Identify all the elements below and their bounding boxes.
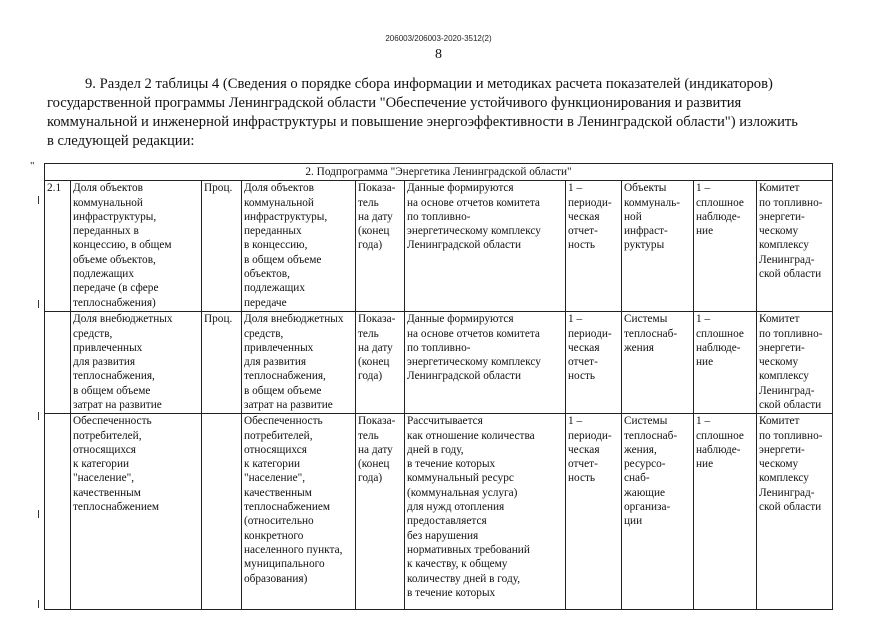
cell-line: нормативных требований [407,543,530,556]
responsible-cell [757,312,833,414]
cell-line: потребителей, [73,429,142,442]
cell-line: года) [358,472,383,485]
cell-line: муниципального [244,558,325,571]
cell-line: (конец [358,458,390,471]
indicator-name-cell [71,414,202,610]
table-row [45,181,833,312]
cell-line: жения, [624,443,657,456]
cell-line: Объекты [624,182,667,195]
coverage-cell [694,312,757,414]
cell-line: теплоснаб- [624,429,678,442]
document-id: 206003/206003-2020-3512(2) [385,34,492,43]
page-number: 8 [435,47,442,62]
page-bottom-margin [0,612,877,640]
cell-line: переданных в [73,225,139,238]
cell-line: Ленинград- [759,253,815,266]
indicator-type-cell [356,181,405,312]
cell-line: "население", [73,472,135,485]
cell-line: 1 – [568,182,583,195]
cell-line: передаче (в сфере [73,282,159,295]
cell-line: периоди- [568,327,612,340]
cell-line: сплошное [696,327,744,340]
cell-line: Доля объектов [244,182,314,195]
cell-line: 1 – [568,313,583,326]
cell-line: для развития [244,356,307,369]
cell-line: 1 – [696,415,711,428]
cell-line: в течение которых [407,586,496,599]
cell-line: затрат на развитие [73,399,162,412]
cell-line: Данные формируются [407,182,514,195]
definition-cell [242,312,356,414]
cell-line: коммунальной [73,196,143,209]
intro-line: в следующей редакции: [47,133,195,149]
cell-line: затрат на развитие [244,399,333,412]
cell-line: Системы [624,415,668,428]
margin-tick [38,300,39,308]
cell-line: на основе отчетов комитета [407,196,540,209]
cell-line: ние [696,225,714,238]
cell-line: по топливно- [407,210,471,223]
cell-line: для нужд отопления [407,501,505,514]
cell-line: на дату [358,210,393,223]
cell-line: относящихся [73,443,136,456]
cell-line: по топливно- [759,196,823,209]
cell-line: коммуналь- [624,196,681,209]
cell-line: руктуры [624,239,665,252]
cell-line: как отношение количества [407,429,535,442]
cell-line: к качеству, к общему [407,558,508,571]
cell-line: относящихся [244,443,307,456]
cell-line: в концессию, [244,239,308,252]
cell-line: ческому [759,458,799,471]
cell-line: средств, [244,327,284,340]
cell-line: ской области [759,399,822,412]
opening-quote-mark: " [30,160,35,172]
cell-line: ческая [568,443,600,456]
cell-line: подлежащих [244,282,305,295]
cell-line: объеме объектов, [73,253,156,266]
coverage-cell [694,414,757,610]
cell-line: Ленинградской области [407,370,521,383]
cell-line: наблюде- [696,210,741,223]
cell-line: Рассчитывается [407,415,483,428]
cell-line: предоставляется [407,515,487,528]
cell-line: без нарушения [407,529,479,542]
cell-line: энергетическому комплексу [407,356,541,369]
cell-line: в общем объеме [73,384,151,397]
cell-line: теплоснабжения, [244,370,326,383]
cell-line: ской области [759,268,822,281]
cell-line: ческому [759,356,799,369]
cell-line: качественным [244,486,312,499]
cell-line: инфраструктуры, [73,210,157,223]
cell-line: 1 – [568,415,583,428]
cell-line: образования) [244,572,308,585]
margin-tick [38,196,39,204]
unit-cell: Проц. [202,312,242,414]
cell-line: Обеспеченность [73,415,152,428]
cell-line: Ленинград- [759,486,815,499]
cell-line: энергети- [759,210,805,223]
indicator-type-cell [356,414,405,610]
cell-line: отчет- [568,356,598,369]
collection-method-cell [566,181,622,312]
cell-line: инфраст- [624,225,668,238]
cell-line: в общем объеме [244,384,322,397]
cell-line: Комитет [759,313,800,326]
cell-line: Данные формируются [407,313,514,326]
indicators-table [44,163,833,610]
cell-line: комплексу [759,370,809,383]
margin-tick [38,600,39,608]
cell-line: ции [624,515,643,528]
table-row [45,414,833,610]
intro-line: 9. Раздел 2 таблицы 4 (Сведения о порядке сбора информации и методиках расчета показателей (индикаторов) [85,76,773,92]
coverage-cell [694,181,757,312]
cell-line: снаб- [624,472,650,485]
cell-line: подлежащих [73,268,134,281]
cell-line: энергети- [759,443,805,456]
cell-line: на дату [358,443,393,456]
cell-line: к категории [73,458,130,471]
cell-line: (конец [358,225,390,238]
section-header-row [45,164,833,181]
cell-line: в общем объеме [244,253,322,266]
cell-line: Показа- [358,415,396,428]
indicator-name-cell [71,181,202,312]
cell-line: на основе отчетов комитета [407,327,540,340]
cell-line: периоди- [568,196,612,209]
observation-object-cell [622,414,694,610]
cell-line: Доля внебюджетных [244,313,344,326]
cell-line: тель [358,429,379,442]
table-row [45,312,833,414]
cell-line: для развития [73,356,136,369]
cell-line: ресурсо- [624,458,666,471]
cell-line: Показа- [358,313,396,326]
definition-cell [242,181,356,312]
cell-line: в течение которых [407,458,496,471]
cell-line: организа- [624,501,671,514]
cell-line: отчет- [568,225,598,238]
intro-line: коммунальной и инженерной инфраструктуры и повышение энергоэффективности в Ленинградской области") изложить [47,114,798,130]
cell-line: ской области [759,501,822,514]
unit-cell: Проц. [202,181,242,312]
cell-line: (относительно [244,515,314,528]
cell-line: ность [568,370,596,383]
cell-line: привлеченных [73,341,143,354]
cell-line: коммунальной [244,196,314,209]
cell-line: теплоснабжением [73,501,160,514]
cell-line: 1 – [696,182,711,195]
cell-line: привлеченных [244,341,314,354]
cell-line: наблюде- [696,341,741,354]
indicator-name-cell [71,312,202,414]
cell-line: комплексу [759,472,809,485]
cell-line: на дату [358,341,393,354]
cell-line: ной [624,210,642,223]
cell-line: теплоснабжением [244,501,331,514]
cell-line: Ленинград- [759,384,815,397]
cell-line: инфраструктуры, [244,210,328,223]
cell-line: концессию, в общем [73,239,172,252]
cell-line: Комитет [759,182,800,195]
row-number: 2.1 [45,181,71,312]
cell-line: объектов, [244,268,290,281]
observation-object-cell [622,312,694,414]
cell-line: по топливно- [759,327,823,340]
cell-line: населенного пункта, [244,543,343,556]
responsible-cell [757,414,833,610]
cell-line: (конец [358,356,390,369]
cell-line: отчет- [568,458,598,471]
cell-line: Ленинградской области [407,239,521,252]
cell-line: года) [358,370,383,383]
cell-line: ние [696,356,714,369]
unit-cell [202,414,242,610]
intro-line: государственной программы Ленинградской области "Обеспечение устойчивого функционирования и развития [47,95,742,111]
method-cell [405,414,566,610]
cell-line: к категории [244,458,301,471]
method-cell [405,181,566,312]
cell-line: теплоснабжения) [73,296,156,309]
cell-line: конкретного [244,529,304,542]
margin-tick [38,412,39,420]
cell-line: Показа- [358,182,396,195]
cell-line: ность [568,239,596,252]
margin-tick [38,510,39,518]
row-number [45,414,71,610]
cell-line: по топливно- [407,341,471,354]
cell-line: Системы [624,313,668,326]
cell-line: (коммунальная услуга) [407,486,518,499]
cell-line: Комитет [759,415,800,428]
cell-line: теплоснаб- [624,327,678,340]
cell-line: ние [696,458,714,471]
cell-line: комплексу [759,239,809,252]
cell-line: Обеспеченность [244,415,323,428]
cell-line: потребителей, [244,429,313,442]
cell-line: жающие [624,486,666,499]
cell-line: тель [358,327,379,340]
cell-line: года) [358,239,383,252]
method-cell [405,312,566,414]
cell-line: количеству дней в году, [407,572,521,585]
cell-line: тель [358,196,379,209]
section-header: 2. Подпрограмма "Энергетика Ленинградской области" [45,164,833,181]
cell-line: качественным [73,486,141,499]
cell-line: ность [568,472,596,485]
cell-line: сплошное [696,429,744,442]
cell-line: переданных [244,225,302,238]
cell-line: сплошное [696,196,744,209]
cell-line: средств, [73,327,113,340]
cell-line: ческая [568,341,600,354]
collection-method-cell [566,312,622,414]
cell-line: энергети- [759,341,805,354]
cell-line: энергетическому комплексу [407,225,541,238]
cell-line: периоди- [568,429,612,442]
cell-line: ческому [759,225,799,238]
intro-paragraph [47,75,829,151]
cell-line: Доля объектов [73,182,143,195]
cell-line: дней в году, [407,443,464,456]
row-number [45,312,71,414]
cell-line: "население", [244,472,306,485]
collection-method-cell [566,414,622,610]
cell-line: ческая [568,210,600,223]
indicator-type-cell [356,312,405,414]
cell-line: жения [624,341,654,354]
cell-line: 1 – [696,313,711,326]
cell-line: коммунальный ресурс [407,472,514,485]
cell-line: наблюде- [696,443,741,456]
definition-cell [242,414,356,610]
cell-line: передаче [244,296,287,309]
cell-line: Доля внебюджетных [73,313,173,326]
cell-line: теплоснабжения, [73,370,155,383]
responsible-cell [757,181,833,312]
cell-line: по топливно- [759,429,823,442]
observation-object-cell [622,181,694,312]
